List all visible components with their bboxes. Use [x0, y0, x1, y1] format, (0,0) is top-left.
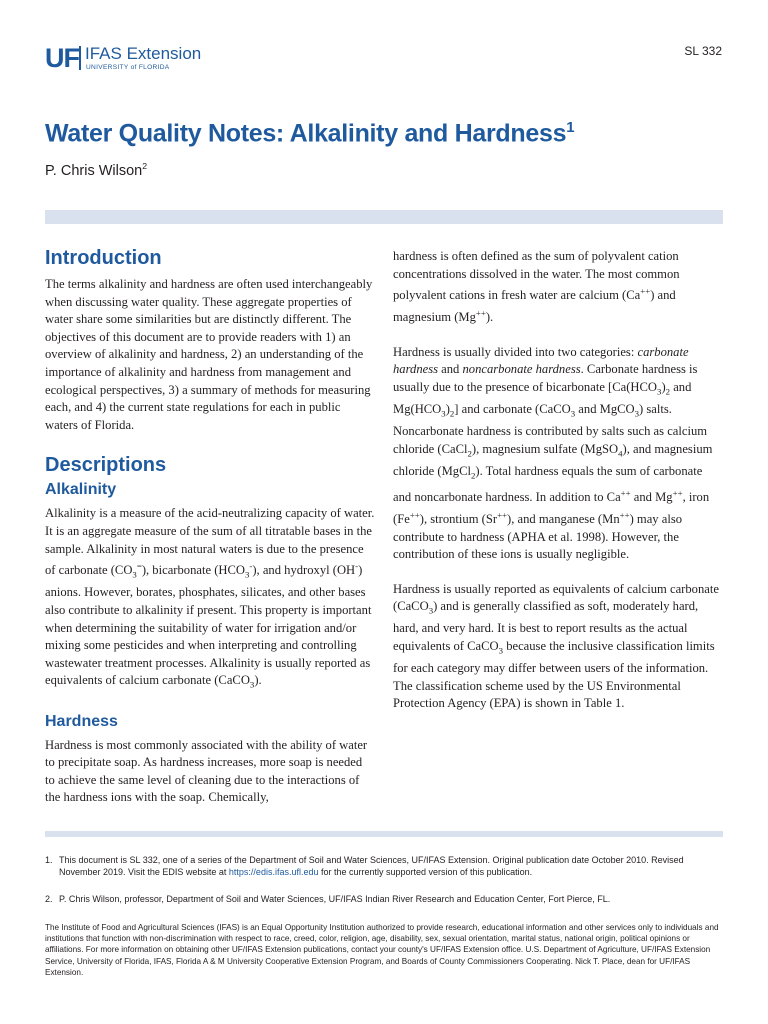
footnote-1: 1. This document is SL 332, one of a series of the Department of Soil and Water Sciences, UF/IFAS Extension. Original publication date October 2010. Revised November 2019. Visit the EDIS website at https://edis.ifas.ufl.edu for the currently supported version of this publication.: [45, 855, 684, 877]
intro-heading: Introduction: [45, 247, 162, 269]
hardness-paragraph: Hardness is most commonly associated with the ability of water to precipitate soap. As hardness increases, more soap is needed to achieve the same level of cleaning due to the interactions of the hardness ions with the soap. Chemically,: [45, 737, 368, 805]
intro-paragraph: The terms alkalinity and hardness are often used interchangeably when discussing water quality. These aggregate properties of water share some similarities but are distinctly different. The objectives of this document are to provide readers with 1) an overview of alkalinity and hardness, 2) an understanding of the importance of alkalinity and hardness from management and ecological perspectives, 3) a summary of methods for measuring each, and 4) the current state regulations for each in public waters of Florida.: [45, 277, 373, 432]
author: P. Chris Wilson$^2$: [45, 161, 148, 179]
document-id: SL 332: [684, 44, 722, 58]
footnote-2: 2. P. Chris Wilson, professor, Department of Soil and Water Sciences, UF/IFAS Indian River Research and Education Center, Fort Pierce, FL.: [45, 894, 611, 904]
edis-link[interactable]: https://edis.ifas.ufl.edu: [228, 867, 319, 877]
descriptions-heading: Descriptions: [45, 454, 167, 477]
hardness-categories-paragraph: Hardness is usually divided into two categories: carbonate hardness and noncarbonate hardness. Carbonate hardness is usually due to the presence of bicarbonate [$Ca(HCO_3)_2$ and $Mg(HCO_3)_2$] and carbonate (CaCO$_3$ and MgCO$_3$) salts. Noncarbonate hardness is contributed by salts such as calcium chloride (CaCl$_2$), magnesium sulfate (MgSO$_4$), and magnesium chloride (MgCl$_2$). Total hardness equals the sum of carbonate and noncarbonate hardness. In addition to Ca++ and Mg++, iron (Fe++), strontium (Sr++), and manganese (Mn++) may also contribute to hardness (APHA et al. 1998). However, the contribution of these ions is usually negligible.: [393, 344, 713, 562]
title-divider: [45, 210, 723, 224]
alkalinity-paragraph: Alkalinity is a measure of the acid-neutralizing capacity of water. It is an aggregate measure of the sum of all titratable bases in the sample. Alkalinity in most natural waters is due to the presence of carbonate $(CO_3^=)$, bicarbonate $(HCO_3^-)$, and hydroxyl (OH-) anions. However, borates, phosphates, silicates, and other bases also contribute to alkalinity if present. This property is important when determining the suitability of water for irrigation and/or mixing some pesticides and when interpreting and controlling wastewater treatment processes. Alkalinity is usually reported as equivalents of calcium carbonate (CaCO$_3$).: [45, 506, 375, 690]
hardness-definition-paragraph: hardness is often defined as the sum of polyvalent cation concentrations dissolved in the water. The most common polyvalent cations in fresh water are calcium (Ca++) and magnesium (Mg++).: [393, 249, 680, 325]
right-column: [393, 248, 723, 713]
hardness-heading: Hardness: [45, 712, 118, 730]
page-title: Water Quality Notes: Alkalinity and Hardness$^1$: [45, 119, 575, 148]
logo-university: UNIVERSITY of FLORIDA: [86, 64, 170, 71]
left-column: [45, 246, 375, 807]
hardness-reporting-paragraph: Hardness is usually reported as equivalents of calcium carbonate (CaCO$_3$) and is generally classified as soft, moderately hard, hard, and very hard. It is best to report results as the actual equivalents of CaCO$_3$ because the inclusive classification limits for each category may differ between users of the information. The classification scheme used by the US Environmental Protection Agency (EPA) is shown in Table 1.: [393, 581, 719, 711]
uf-logo-mark: UF: [45, 43, 79, 73]
equal-opportunity-disclaimer: The Institute of Food and Agricultural Sciences (IFAS) is an Equal Opportunity Institution authorized to provide research, educational information and other services only to individuals and institutions that function with non-discrimination with respect to race, creed, color, religion, age, disability, sex, sexual orientation, marital status, national origin, political opinions or affiliations. For more information on obtaining other UF/IFAS Extension publications, contact your county's UF/IFAS Extension office. U.S. Department of Agriculture, UF/IFAS Extension Service, University of Florida, IFAS, Florida A & M University Cooperative Extension Program, and Boards of County Commissioners Cooperating. Nick T. Place, dean for UF/IFAS Extension.: [45, 923, 719, 977]
alkalinity-heading: Alkalinity: [45, 481, 117, 499]
logo-ifas-extension: IFAS Extension: [85, 44, 202, 63]
logo-divider: [79, 46, 81, 70]
footnote-divider: [45, 831, 723, 837]
